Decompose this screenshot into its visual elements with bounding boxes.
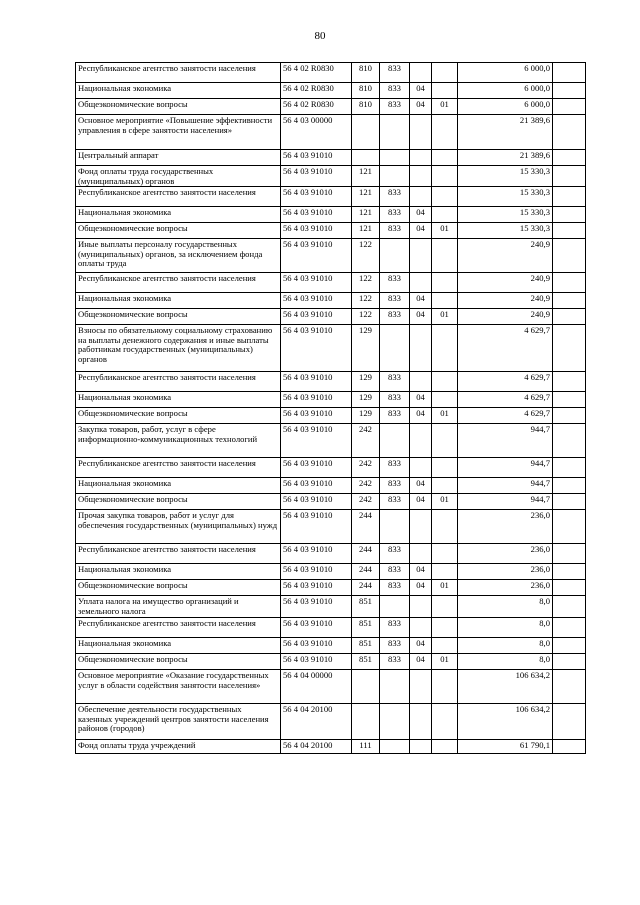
table-row [76,510,586,544]
row-rz-cell [410,618,432,638]
row-empty-cell [553,372,586,392]
row-name-cell: Национальная экономика [76,564,281,580]
row-csr-cell: 56 4 03 91010 [281,150,352,166]
row-rz-cell: 04 [410,638,432,654]
table-row [76,424,586,458]
row-rz-cell: 04 [410,564,432,580]
row-vr-cell: 129 [352,408,380,424]
row-vr-cell: 122 [352,309,380,325]
row-csr-cell: 56 4 03 91010 [281,654,352,670]
table-row [76,372,586,392]
row-empty-cell [553,510,586,544]
row-sum-cell: 106 634,2 [458,704,553,740]
row-pr-cell [432,544,458,564]
row-empty-cell [553,596,586,618]
row-rz-cell: 04 [410,99,432,115]
row-pr-cell [432,83,458,99]
row-name-cell: Республиканское агентство занятости населения [76,618,281,638]
row-sum-cell: 21 389,6 [458,115,553,150]
row-empty-cell [553,580,586,596]
table-row [76,166,586,187]
row-vr-cell: 810 [352,99,380,115]
row-rz-cell: 04 [410,478,432,494]
table-row [76,83,586,99]
row-rz-cell [410,115,432,150]
table-row [76,580,586,596]
row-sum-cell: 236,0 [458,544,553,564]
row-pr-cell [432,392,458,408]
row-name-cell: Иные выплаты персоналу государственных (муниципальных) органов, за исключением фонда оплаты труда [76,239,281,273]
row-pr-cell [432,273,458,293]
row-vr-cell [352,150,380,166]
table-row [76,99,586,115]
row-vr-cell: 851 [352,618,380,638]
row-vr-cell: 244 [352,564,380,580]
row-rz-cell: 04 [410,494,432,510]
row-gr-cell: 833 [380,654,410,670]
row-name-cell: Национальная экономика [76,293,281,309]
row-rz-cell: 04 [410,83,432,99]
row-pr-cell [432,510,458,544]
row-vr-cell: 129 [352,325,380,372]
row-sum-cell: 236,0 [458,580,553,596]
row-rz-cell: 04 [410,207,432,223]
row-sum-cell: 944,7 [458,458,553,478]
row-csr-cell: 56 4 03 91010 [281,494,352,510]
row-csr-cell: 56 4 03 91010 [281,618,352,638]
row-name-cell: Республиканское агентство занятости населения [76,63,281,83]
row-name-cell: Национальная экономика [76,478,281,494]
row-csr-cell: 56 4 03 91010 [281,309,352,325]
row-gr-cell [380,325,410,372]
row-csr-cell: 56 4 03 91010 [281,544,352,564]
table-row [76,207,586,223]
row-vr-cell: 244 [352,580,380,596]
row-gr-cell: 833 [380,618,410,638]
row-csr-cell: 56 4 03 91010 [281,239,352,273]
row-vr-cell: 121 [352,207,380,223]
row-pr-cell [432,207,458,223]
row-name-cell: Республиканское агентство занятости населения [76,372,281,392]
row-name-cell: Общеэкономические вопросы [76,99,281,115]
row-rz-cell [410,239,432,273]
row-rz-cell [410,510,432,544]
row-gr-cell [380,740,410,754]
table-row [76,150,586,166]
row-gr-cell: 833 [380,63,410,83]
row-rz-cell [410,458,432,478]
row-csr-cell: 56 4 02 R0830 [281,99,352,115]
row-rz-cell [410,372,432,392]
row-pr-cell: 01 [432,580,458,596]
row-csr-cell: 56 4 03 91010 [281,408,352,424]
table-row [76,740,586,754]
row-empty-cell [553,638,586,654]
row-vr-cell: 122 [352,273,380,293]
row-rz-cell: 04 [410,392,432,408]
row-gr-cell [380,704,410,740]
row-csr-cell: 56 4 04 00000 [281,670,352,704]
row-vr-cell: 244 [352,510,380,544]
row-pr-cell: 01 [432,408,458,424]
table-row [76,494,586,510]
row-pr-cell [432,638,458,654]
row-name-cell: Национальная экономика [76,207,281,223]
row-pr-cell [432,372,458,392]
row-sum-cell: 240,9 [458,239,553,273]
row-empty-cell [553,618,586,638]
row-pr-cell [432,618,458,638]
row-empty-cell [553,325,586,372]
row-sum-cell: 236,0 [458,510,553,544]
row-pr-cell: 01 [432,309,458,325]
row-csr-cell: 56 4 03 91010 [281,424,352,458]
row-sum-cell: 4 629,7 [458,372,553,392]
row-gr-cell: 833 [380,564,410,580]
row-sum-cell: 6 000,0 [458,83,553,99]
row-empty-cell [553,564,586,580]
row-rz-cell: 04 [410,293,432,309]
row-pr-cell [432,564,458,580]
row-empty-cell [553,740,586,754]
row-sum-cell: 4 629,7 [458,325,553,372]
row-pr-cell [432,458,458,478]
row-rz-cell [410,704,432,740]
row-empty-cell [553,187,586,207]
row-pr-cell: 01 [432,223,458,239]
row-rz-cell: 04 [410,580,432,596]
row-vr-cell: 242 [352,494,380,510]
row-csr-cell: 56 4 03 91010 [281,187,352,207]
row-vr-cell [352,704,380,740]
row-vr-cell: 111 [352,740,380,754]
row-vr-cell: 851 [352,654,380,670]
row-vr-cell: 242 [352,478,380,494]
row-csr-cell: 56 4 03 91010 [281,638,352,654]
row-name-cell: Национальная экономика [76,392,281,408]
row-empty-cell [553,115,586,150]
row-empty-cell [553,273,586,293]
row-pr-cell [432,740,458,754]
row-name-cell: Прочая закупка товаров, работ и услуг для обеспечения государственных (муниципальных) нужд [76,510,281,544]
row-gr-cell: 833 [380,293,410,309]
row-empty-cell [553,223,586,239]
row-empty-cell [553,392,586,408]
row-gr-cell [380,239,410,273]
row-name-cell: Обеспечение деятельности государственных казенных учреждений центров занятости населения районов (городов) [76,704,281,740]
row-sum-cell: 240,9 [458,309,553,325]
row-sum-cell: 4 629,7 [458,392,553,408]
row-rz-cell [410,273,432,293]
row-gr-cell [380,150,410,166]
row-csr-cell: 56 4 03 91010 [281,564,352,580]
row-gr-cell: 833 [380,494,410,510]
row-empty-cell [553,63,586,83]
row-pr-cell [432,325,458,372]
row-name-cell: Общеэкономические вопросы [76,223,281,239]
row-rz-cell: 04 [410,408,432,424]
table-row [76,596,586,618]
page-number: 80 [314,30,326,42]
row-gr-cell: 833 [380,83,410,99]
row-pr-cell [432,596,458,618]
row-gr-cell [380,424,410,458]
row-vr-cell: 122 [352,239,380,273]
row-gr-cell [380,166,410,187]
row-name-cell: Центральный аппарат [76,150,281,166]
row-empty-cell [553,207,586,223]
row-pr-cell [432,166,458,187]
row-name-cell: Республиканское агентство занятости населения [76,273,281,293]
table-row [76,704,586,740]
row-vr-cell: 121 [352,166,380,187]
table-row [76,273,586,293]
row-rz-cell [410,187,432,207]
row-name-cell: Основное мероприятие «Повышение эффективности управления в сфере занятости населения» [76,115,281,150]
row-rz-cell [410,596,432,618]
row-sum-cell: 944,7 [458,494,553,510]
row-sum-cell: 61 790,1 [458,740,553,754]
row-gr-cell: 833 [380,372,410,392]
row-sum-cell: 6 000,0 [458,99,553,115]
row-empty-cell [553,458,586,478]
row-pr-cell: 01 [432,494,458,510]
row-empty-cell [553,670,586,704]
row-rz-cell: 04 [410,654,432,670]
row-csr-cell: 56 4 03 91010 [281,372,352,392]
row-rz-cell [410,740,432,754]
row-name-cell: Республиканское агентство занятости населения [76,458,281,478]
row-csr-cell: 56 4 03 91010 [281,392,352,408]
row-vr-cell: 851 [352,638,380,654]
row-csr-cell: 56 4 03 91010 [281,166,352,187]
row-vr-cell: 129 [352,392,380,408]
row-name-cell: Основное мероприятие «Оказание государственных услуг в области содействия занятости населения» [76,670,281,704]
row-name-cell: Уплата налога на имущество организаций и земельного налога [76,596,281,618]
table-row [76,309,586,325]
row-csr-cell: 56 4 04 20100 [281,740,352,754]
row-pr-cell [432,115,458,150]
row-rz-cell [410,424,432,458]
row-name-cell: Общеэкономические вопросы [76,580,281,596]
row-name-cell: Республиканское агентство занятости населения [76,187,281,207]
table-row [76,408,586,424]
row-gr-cell: 833 [380,580,410,596]
row-vr-cell: 810 [352,83,380,99]
row-empty-cell [553,239,586,273]
row-empty-cell [553,83,586,99]
row-sum-cell: 8,0 [458,596,553,618]
table-row [76,478,586,494]
row-csr-cell: 56 4 03 91010 [281,580,352,596]
table-row [76,638,586,654]
row-name-cell: Фонд оплаты труда государственных (муниципальных) органов [76,166,281,187]
row-rz-cell [410,544,432,564]
table-row [76,564,586,580]
row-name-cell: Общеэкономические вопросы [76,309,281,325]
row-csr-cell: 56 4 02 R0830 [281,63,352,83]
row-pr-cell [432,239,458,273]
row-sum-cell: 944,7 [458,424,553,458]
row-csr-cell: 56 4 03 91010 [281,207,352,223]
row-gr-cell: 833 [380,223,410,239]
table-row [76,63,586,83]
row-name-cell: Закупка товаров, работ, услуг в сфере информационно-коммуникационных технологий [76,424,281,458]
row-sum-cell: 6 000,0 [458,63,553,83]
row-sum-cell: 4 629,7 [458,408,553,424]
row-sum-cell: 15 330,3 [458,223,553,239]
row-pr-cell: 01 [432,99,458,115]
row-vr-cell: 851 [352,596,380,618]
row-vr-cell: 810 [352,63,380,83]
row-sum-cell: 240,9 [458,293,553,309]
row-csr-cell: 56 4 03 00000 [281,115,352,150]
row-rz-cell [410,166,432,187]
row-sum-cell: 8,0 [458,654,553,670]
row-sum-cell: 15 330,3 [458,166,553,187]
row-gr-cell: 833 [380,544,410,564]
table-row [76,115,586,150]
row-gr-cell: 833 [380,392,410,408]
row-pr-cell [432,704,458,740]
row-gr-cell: 833 [380,207,410,223]
table-row [76,223,586,239]
budget-table [75,62,586,754]
row-csr-cell: 56 4 03 91010 [281,458,352,478]
row-csr-cell: 56 4 03 91010 [281,273,352,293]
row-empty-cell [553,654,586,670]
table-row [76,670,586,704]
row-sum-cell: 106 634,2 [458,670,553,704]
row-csr-cell: 56 4 03 91010 [281,596,352,618]
row-vr-cell: 244 [352,544,380,564]
row-csr-cell: 56 4 04 20100 [281,704,352,740]
row-name-cell: Общеэкономические вопросы [76,654,281,670]
row-vr-cell: 121 [352,223,380,239]
row-csr-cell: 56 4 02 R0830 [281,83,352,99]
row-vr-cell: 242 [352,424,380,458]
row-empty-cell [553,424,586,458]
row-gr-cell: 833 [380,408,410,424]
row-gr-cell: 833 [380,458,410,478]
row-empty-cell [553,494,586,510]
row-gr-cell [380,596,410,618]
row-empty-cell [553,478,586,494]
row-empty-cell [553,99,586,115]
row-rz-cell [410,325,432,372]
row-gr-cell: 833 [380,273,410,293]
row-csr-cell: 56 4 03 91010 [281,510,352,544]
row-vr-cell [352,670,380,704]
row-sum-cell: 15 330,3 [458,207,553,223]
row-name-cell: Национальная экономика [76,638,281,654]
row-sum-cell: 21 389,6 [458,150,553,166]
row-vr-cell: 242 [352,458,380,478]
row-empty-cell [553,150,586,166]
table-row [76,654,586,670]
row-gr-cell [380,115,410,150]
row-rz-cell [410,670,432,704]
row-vr-cell [352,115,380,150]
row-empty-cell [553,293,586,309]
row-sum-cell: 8,0 [458,618,553,638]
row-rz-cell [410,63,432,83]
row-name-cell: Республиканское агентство занятости населения [76,544,281,564]
row-csr-cell: 56 4 03 91010 [281,223,352,239]
row-empty-cell [553,408,586,424]
row-pr-cell [432,293,458,309]
row-pr-cell [432,670,458,704]
table-row [76,187,586,207]
row-name-cell: Взносы по обязательному социальному страхованию на выплаты денежного содержания и иные выплаты работникам государственных (муниципальных) органов [76,325,281,372]
row-sum-cell: 240,9 [458,273,553,293]
table-row [76,544,586,564]
row-pr-cell [432,150,458,166]
row-csr-cell: 56 4 03 91010 [281,293,352,309]
table-row [76,458,586,478]
row-sum-cell: 8,0 [458,638,553,654]
row-vr-cell: 121 [352,187,380,207]
row-empty-cell [553,544,586,564]
row-csr-cell: 56 4 03 91010 [281,325,352,372]
row-gr-cell [380,670,410,704]
row-csr-cell: 56 4 03 91010 [281,478,352,494]
row-vr-cell: 122 [352,293,380,309]
row-pr-cell: 01 [432,654,458,670]
row-gr-cell: 833 [380,309,410,325]
row-empty-cell [553,166,586,187]
table-row [76,293,586,309]
table-row [76,392,586,408]
row-gr-cell: 833 [380,478,410,494]
row-empty-cell [553,704,586,740]
table-row [76,239,586,273]
row-gr-cell: 833 [380,187,410,207]
row-name-cell: Национальная экономика [76,83,281,99]
row-gr-cell: 833 [380,638,410,654]
row-rz-cell [410,150,432,166]
row-pr-cell [432,424,458,458]
row-pr-cell [432,478,458,494]
row-name-cell: Общеэкономические вопросы [76,408,281,424]
row-sum-cell: 944,7 [458,478,553,494]
table-row [76,325,586,372]
row-sum-cell: 15 330,3 [458,187,553,207]
row-sum-cell: 236,0 [458,564,553,580]
row-pr-cell [432,63,458,83]
row-pr-cell [432,187,458,207]
row-gr-cell [380,510,410,544]
table-row [76,618,586,638]
row-vr-cell: 129 [352,372,380,392]
row-rz-cell: 04 [410,309,432,325]
row-empty-cell [553,309,586,325]
row-name-cell: Фонд оплаты труда учреждений [76,740,281,754]
row-name-cell: Общеэкономические вопросы [76,494,281,510]
row-gr-cell: 833 [380,99,410,115]
row-rz-cell: 04 [410,223,432,239]
